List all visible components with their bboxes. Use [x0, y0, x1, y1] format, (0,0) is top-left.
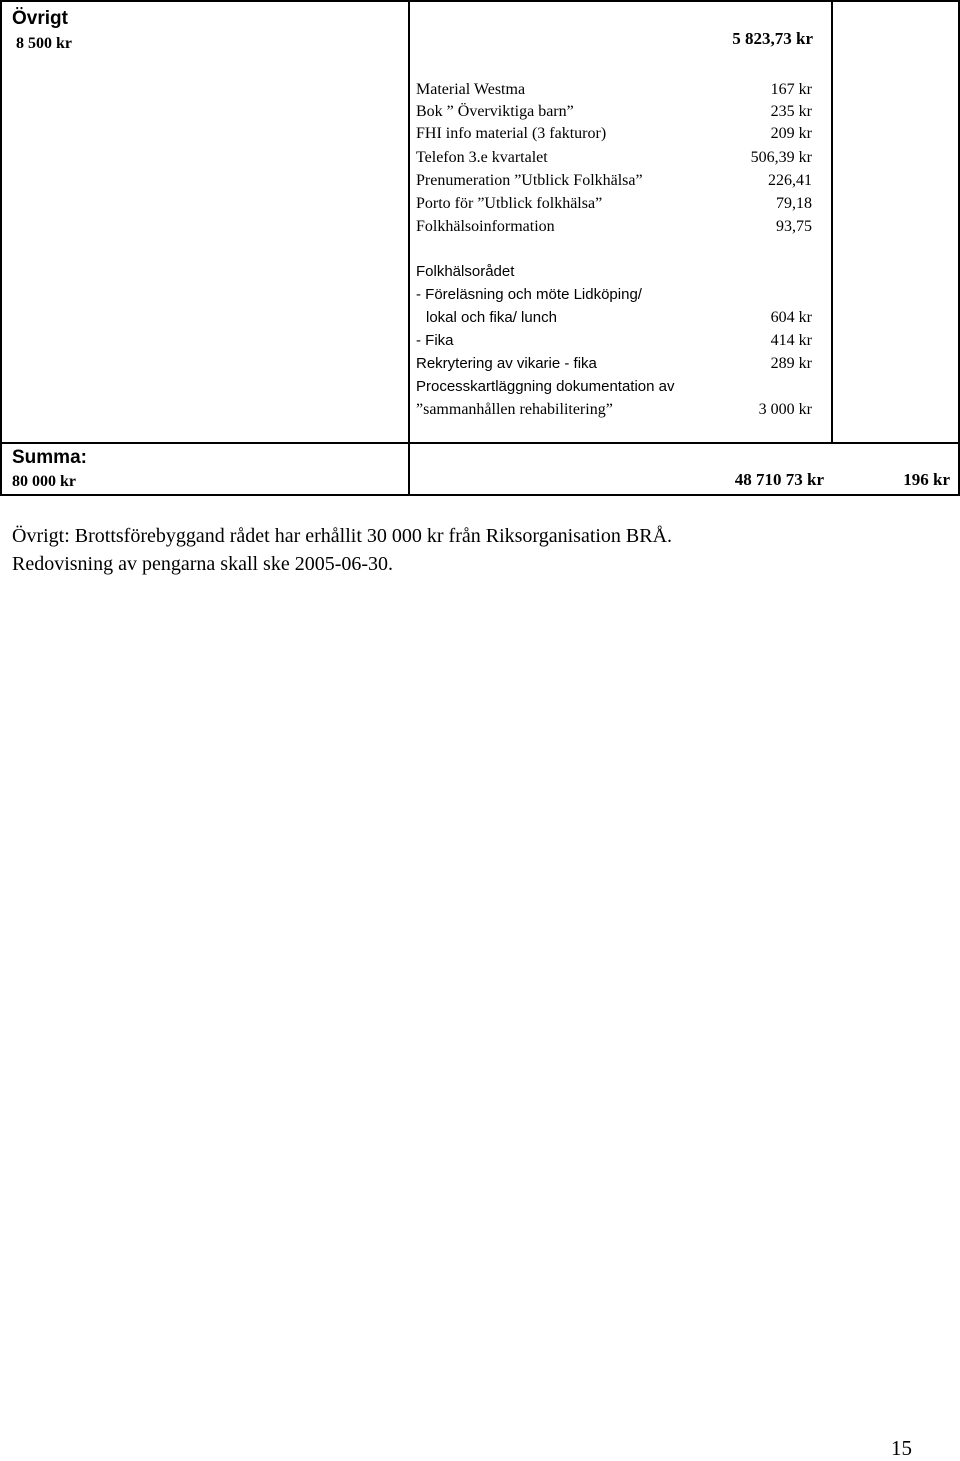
list-item-label: - Föreläsning och möte Lidköping/ — [416, 286, 642, 303]
table-col-divider-2 — [831, 0, 833, 444]
table-row-divider — [0, 442, 960, 444]
list-item-label: lokal och fika/ lunch — [426, 309, 557, 326]
list-item-label: - Fika — [416, 332, 454, 349]
summary-budget-total: 80 000 kr — [12, 473, 76, 490]
summary-label: Summa: — [12, 447, 87, 468]
table-top-border — [0, 0, 960, 2]
page-number: 15 — [891, 1436, 912, 1460]
list-item-amount: 3 000 kr — [758, 401, 812, 418]
category-budget: 8 500 kr — [16, 35, 72, 52]
table-bottom-border — [0, 494, 960, 496]
note-line: Övrigt: Brottsförebyggand rådet har erhållit 30 000 kr från Riksorganisation BRÅ. — [12, 525, 673, 547]
list-item-label: ”sammanhållen rehabilitering” — [416, 401, 613, 418]
list-item-amount: 604 kr — [770, 309, 812, 326]
list-item-amount: 226,41 — [768, 172, 812, 189]
list-item-label: Telefon 3.e kvartalet — [416, 149, 548, 166]
list-item-label: Prenumeration ”Utblick Folkhälsa” — [416, 172, 643, 189]
budget-table — [0, 0, 960, 496]
list-item-amount: 167 kr — [770, 81, 812, 98]
category-subtotal: 5 823,73 kr — [732, 29, 813, 48]
note-line: Redovisning av pengarna skall ske 2005-06-30. — [12, 553, 394, 575]
category-title: Övrigt — [12, 8, 68, 29]
list-item-amount: 289 kr — [770, 355, 812, 372]
list-item-label: FHI info material (3 fakturor) — [416, 125, 607, 142]
list-item-label: Processkartläggning dokumentation av — [416, 378, 675, 395]
summary-remaining: 196 kr — [903, 470, 950, 489]
list-item-amount: 506,39 kr — [750, 149, 812, 166]
list-item-amount: 93,75 — [776, 218, 812, 235]
list-item-amount: 209 kr — [770, 125, 812, 142]
list-item-label: Porto för ”Utblick folkhälsa” — [416, 195, 603, 212]
table-col-divider-1 — [408, 0, 410, 496]
list-item-amount: 235 kr — [770, 103, 812, 120]
list-item-label: Bok ” Överviktiga barn” — [416, 103, 574, 120]
list-item-amount: 79,18 — [776, 195, 812, 212]
list-item-amount: 414 kr — [770, 332, 812, 349]
list-item-label: Folkhälsoinformation — [416, 218, 555, 235]
group-heading: Folkhälsorådet — [416, 263, 515, 280]
list-item-label: Rekrytering av vikarie - fika — [416, 355, 597, 372]
summary-spent-total: 48 710 73 kr — [734, 470, 824, 489]
table-left-border — [0, 0, 2, 496]
list-item-label: Material Westma — [416, 81, 526, 98]
